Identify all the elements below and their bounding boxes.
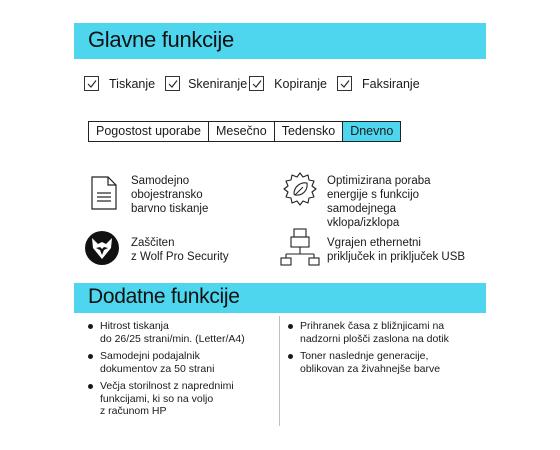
list-item-line: do 26/25 strani/min. (Letter/A4) — [100, 332, 245, 345]
usage-frequency-selector — [88, 121, 401, 142]
list-item-line: z računom HP — [100, 405, 167, 417]
list-item-line: Večja storilnost z naprednimi — [100, 380, 234, 392]
feature-network-line: Vgrajen ethernetni — [327, 237, 421, 249]
function-print[interactable] — [84, 76, 155, 91]
usage-frequency-label: Pogostost uporabe — [89, 122, 209, 141]
wolf-security-icon — [84, 230, 120, 271]
main-functions-title: Glavne funkcije — [88, 27, 234, 52]
list-item — [86, 320, 276, 345]
list-item-line: oblikovan za živahnejše barve — [300, 362, 441, 375]
extra-functions-list-left — [86, 320, 276, 423]
function-fax-label: Faksiranje — [362, 76, 420, 91]
extra-functions-banner — [74, 283, 486, 313]
feature-security-line: z Wolf Pro Security — [131, 251, 229, 263]
checkbox-fax[interactable] — [337, 76, 352, 91]
function-print-label: Tiskanje — [109, 76, 156, 91]
usage-weekly-option[interactable]: Tedensko — [275, 122, 344, 141]
feature-network-text — [327, 236, 465, 264]
feature-energy-line: vklopa/izklopa — [327, 217, 400, 229]
feature-network-line: priključek in priključek USB — [327, 251, 466, 263]
main-functions-banner — [74, 23, 486, 59]
list-item-line: Prihranek časa z bližnjicami na — [300, 320, 445, 332]
column-divider — [279, 316, 280, 426]
usage-daily-option[interactable]: Dnevno — [343, 122, 400, 141]
feature-energy-text — [327, 174, 431, 230]
list-item — [286, 320, 486, 345]
function-scan-label: Skeniranje — [188, 76, 248, 91]
feature-duplex-line: barvno tiskanje — [131, 203, 209, 215]
checkbox-scan[interactable] — [165, 76, 180, 91]
list-item-line: dokumentov za 50 strani — [100, 362, 215, 375]
network-icon — [280, 227, 320, 272]
energy-gear-icon — [281, 170, 319, 213]
document-icon — [90, 176, 118, 215]
usage-monthly-option[interactable]: Mesečno — [209, 122, 275, 141]
feature-security-line: Zaščiten — [131, 237, 175, 249]
feature-security-text — [131, 236, 229, 264]
extra-functions-title: Dodatne funkcije — [88, 285, 240, 308]
list-item — [286, 350, 486, 375]
feature-energy-line: Optimizirana poraba — [327, 175, 431, 187]
feature-energy-line: energije s funkcijo — [327, 189, 420, 201]
function-scan[interactable] — [165, 76, 247, 91]
list-item-line: Toner naslednje generacije, — [300, 350, 429, 362]
list-item — [86, 350, 276, 375]
feature-duplex-line: obojestransko — [131, 189, 203, 201]
list-item-line: Hitrost tiskanja — [100, 320, 169, 332]
list-item-line: nadzorni plošči zaslona na dotik — [300, 332, 449, 345]
function-copy[interactable] — [249, 76, 327, 91]
feature-duplex-text — [131, 174, 208, 216]
extra-functions-list-right — [286, 320, 486, 380]
list-item — [86, 380, 276, 418]
function-copy-label: Kopiranje — [274, 76, 327, 91]
list-item-line: Samodejni podajalnik — [100, 350, 200, 362]
feature-duplex-line: Samodejno — [131, 175, 190, 187]
function-fax[interactable] — [337, 76, 420, 91]
feature-energy-line: samodejnega — [327, 203, 397, 215]
checkbox-copy[interactable] — [249, 76, 264, 91]
checkbox-print[interactable] — [84, 76, 99, 91]
list-item-line: funkcijami, ki so na voljo — [100, 392, 214, 405]
function-checklist — [84, 76, 430, 91]
